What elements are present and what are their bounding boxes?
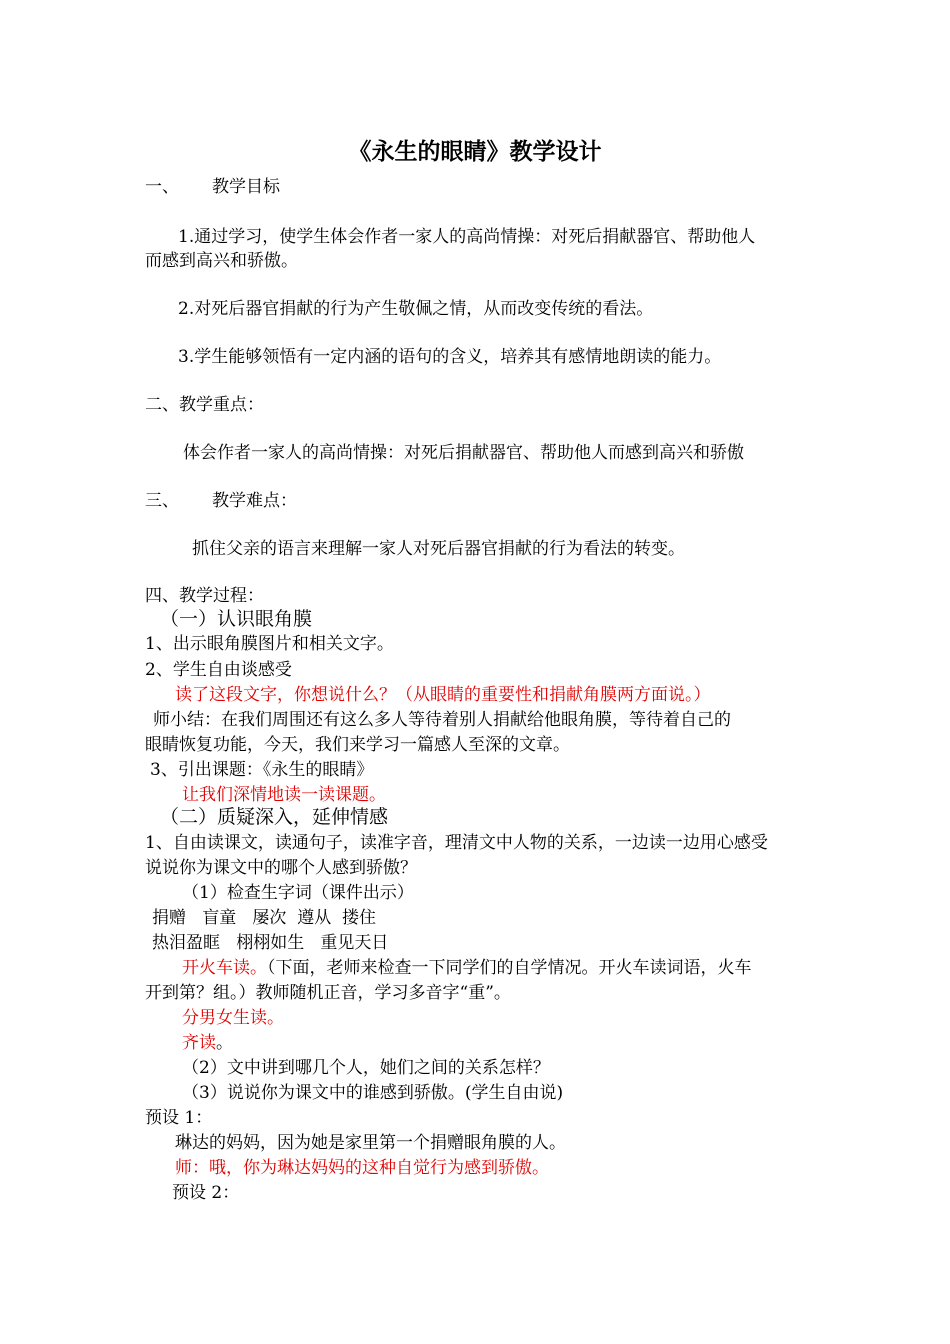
section-2-heading: 二、教学重点： <box>145 395 264 415</box>
section-3-number: 三、 <box>145 491 179 511</box>
train-reading-rest: （下面，老师来检查一下同学们的自学情况。开火车读词语，火车 <box>267 958 752 978</box>
group-reading-line <box>182 1032 233 1054</box>
part-2-heading: （二）质疑深入，延伸情感 <box>160 806 389 828</box>
part-1-step-1: 1、出示眼角膜图片和相关文字。 <box>145 634 394 654</box>
section-1-number: 一、 <box>145 177 179 197</box>
teacher-summary-line-1: 师小结：在我们周围还有这么多人等待着别人捐献给他眼角膜，等待着自己的 <box>153 710 731 730</box>
section-3-body: 抓住父亲的语言来理解一家人对死后器官捐献的行为看法的转变。 <box>192 539 685 559</box>
part-2-substep-3: （3）说说你为课文中的谁感到骄傲。(学生自由说) <box>182 1083 564 1103</box>
part-1-step-2: 2、学生自由谈感受 <box>145 660 292 680</box>
page-title: 《永生的眼睛》教学设计 <box>348 139 602 165</box>
part-2-step-1-line-2: 说说你为课文中的哪个人感到骄傲？ <box>145 858 417 878</box>
preset-2-label: 预设 2： <box>172 1183 240 1203</box>
section-3-heading: 教学难点： <box>212 491 297 511</box>
part-1-step-3: 3、引出课题：《永生的眼睛》 <box>150 760 374 780</box>
preset-1-red-remark: 师：哦，你为琳达妈妈的这种自觉行为感到骄傲。 <box>175 1158 549 1178</box>
preset-1-label: 预设 1： <box>145 1108 213 1128</box>
section-2-body: 体会作者一家人的高尚情操：对死后捐献器官、帮助他人而感到高兴和骄傲 <box>183 443 744 463</box>
train-reading-red: 开火车读。 <box>182 958 267 978</box>
goal-3: 3.学生能够领悟有一定内涵的语句的含义，培养其有感情地朗读的能力。 <box>178 347 722 367</box>
part-2-substep-1: （1）检查生字词（课件出示） <box>182 883 414 903</box>
section-4-heading: 四、教学过程： <box>145 586 264 606</box>
vocab-row-2: 热泪盈眶 栩栩如生 重见天日 <box>152 933 389 953</box>
group-reading-dot: 。 <box>216 1033 233 1053</box>
preset-1-body: 琳达的妈妈，因为她是家里第一个捐赠眼角膜的人。 <box>175 1133 566 1153</box>
goal-2: 2.对死后器官捐献的行为产生敬佩之情，从而改变传统的看法。 <box>178 299 654 319</box>
part-1-red-prompt: 读了这段文字，你想说什么？（从眼睛的重要性和捐献角膜两方面说。） <box>175 685 711 705</box>
vocab-row-1: 捐赠 盲童 屡次 遵从 搂住 <box>152 908 377 928</box>
group-reading-red: 齐读 <box>182 1033 216 1053</box>
train-reading-line-2: 开到第？组。）教师随机正音，学习多音字“重”。 <box>145 983 511 1003</box>
part-2-substep-2: （2）文中讲到哪几个人，她们之间的关系怎样？ <box>182 1058 550 1078</box>
gender-reading-red: 分男女生读。 <box>182 1008 284 1028</box>
train-reading-line-1 <box>182 957 752 979</box>
section-1-heading: 教学目标 <box>212 177 280 197</box>
goal-1-line-1: 1.通过学习，使学生体会作者一家人的高尚情操：对死后捐献器官、帮助他人 <box>178 227 756 247</box>
part-1-red-read-title: 让我们深情地读一读课题。 <box>182 785 386 805</box>
goal-1-line-2: 而感到高兴和骄傲。 <box>145 251 298 271</box>
part-1-heading: （一）认识眼角膜 <box>160 608 313 630</box>
part-2-step-1-line-1: 1、自由读课文，读通句子，读准字音，理清文中人物的关系，一边读一边用心感受 <box>145 833 768 853</box>
teacher-summary-line-2: 眼睛恢复功能，今天，我们来学习一篇感人至深的文章。 <box>145 735 570 755</box>
